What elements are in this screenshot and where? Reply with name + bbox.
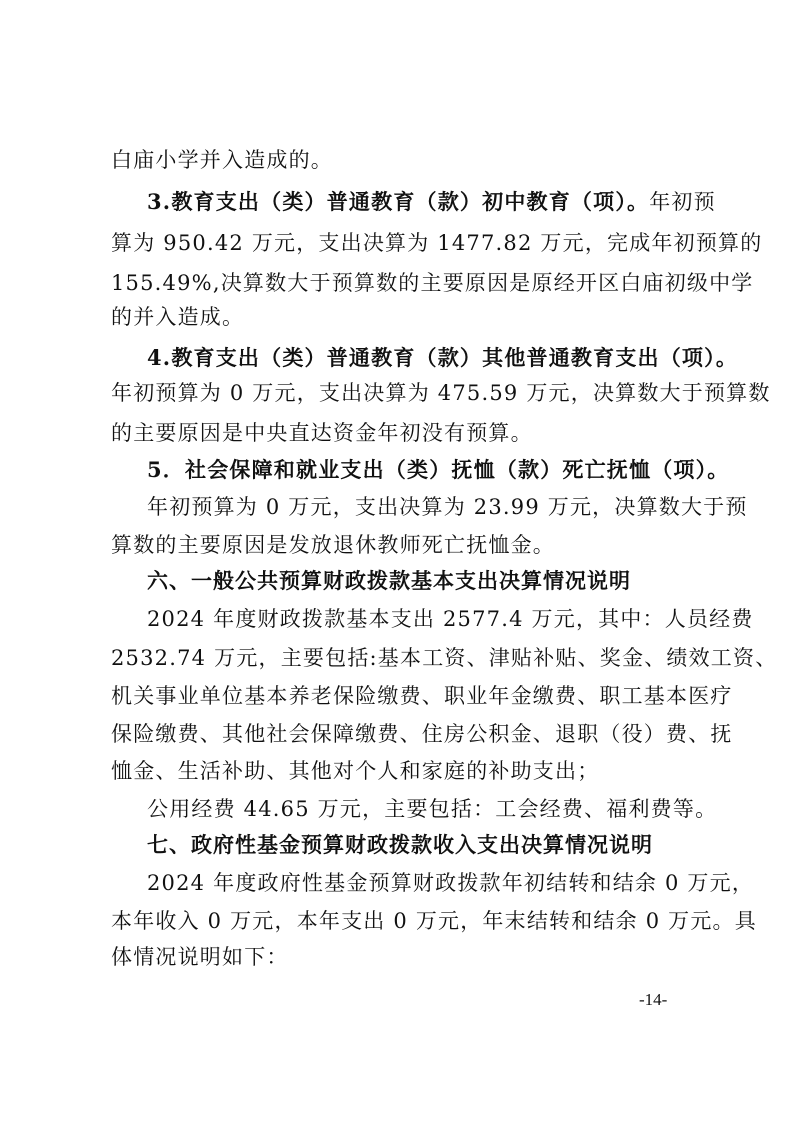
section-6-heading: 六、一般公共预算财政拨款基本支出决算情况说明 [147,569,631,593]
paragraph-line: 年初预算为 0 万元，支出决算为 475.59 万元，决算数大于预算数 [111,381,771,405]
paragraph-line: 保险缴费、其他社会保障缴费、住房公积金、退职（役）费、抚 [111,722,733,746]
paragraph-line: 机关事业单位基本养老保险缴费、职业年金缴费、职工基本医疗 [111,684,733,708]
paragraph-line: 算数的主要原因是发放退休教师死亡抚恤金。 [111,533,555,557]
section-3-text: 年初预 [649,190,716,214]
paragraph-line: 公用经费 44.65 万元，主要包括：工会经费、福利费等。 [147,797,718,821]
section-7-heading: 七、政府性基金预算财政拨款收入支出决算情况说明 [147,833,653,857]
paragraph-line: 恤金、生活补助、其他对个人和家庭的补助支出； [111,759,600,783]
paragraph-line: 的主要原因是中央直达资金年初没有预算。 [111,421,533,445]
paragraph-line: 算为 950.42 万元，支出决算为 1477.82 万元，完成年初预算的 [111,231,763,255]
paragraph-line: 年初预算为 0 万元，支出决算为 23.99 万元，决算数大于预 [147,495,748,519]
section-4-heading: 4.教育支出（类）普通教育（款）其他普通教育支出（项）。 [147,345,739,370]
paragraph-line: 本年收入 0 万元，本年支出 0 万元，年末结转和结余 0 万元。具 [111,909,757,933]
page-number: -14- [639,990,668,1009]
paragraph-line: 2024 年度财政拨款基本支出 2577.4 万元，其中：人员经费 [147,607,754,631]
section-5-heading: 5．社会保障和就业支出（类）抚恤（款）死亡抚恤（项）。 [147,457,730,482]
paragraph-line: 2532.74 万元，主要包括:基本工资、津贴补贴、奖金、绩效工资、 [111,646,778,670]
section-3-line [147,187,716,217]
paragraph-line: 体情况说明如下： [111,945,289,969]
paragraph-line: 白庙小学并入造成的。 [111,148,333,172]
section-3-heading: 3.教育支出（类）普通教育（款）初中教育（项）。 [147,189,650,214]
paragraph-line: 155.49%,决算数大于预算数的主要原因是原经开区白庙初级中学 [111,271,754,295]
paragraph-line: 2024 年度政府性基金预算财政拨款年初结转和结余 0 万元， [147,871,755,895]
paragraph-line: 的并入造成。 [111,305,245,329]
